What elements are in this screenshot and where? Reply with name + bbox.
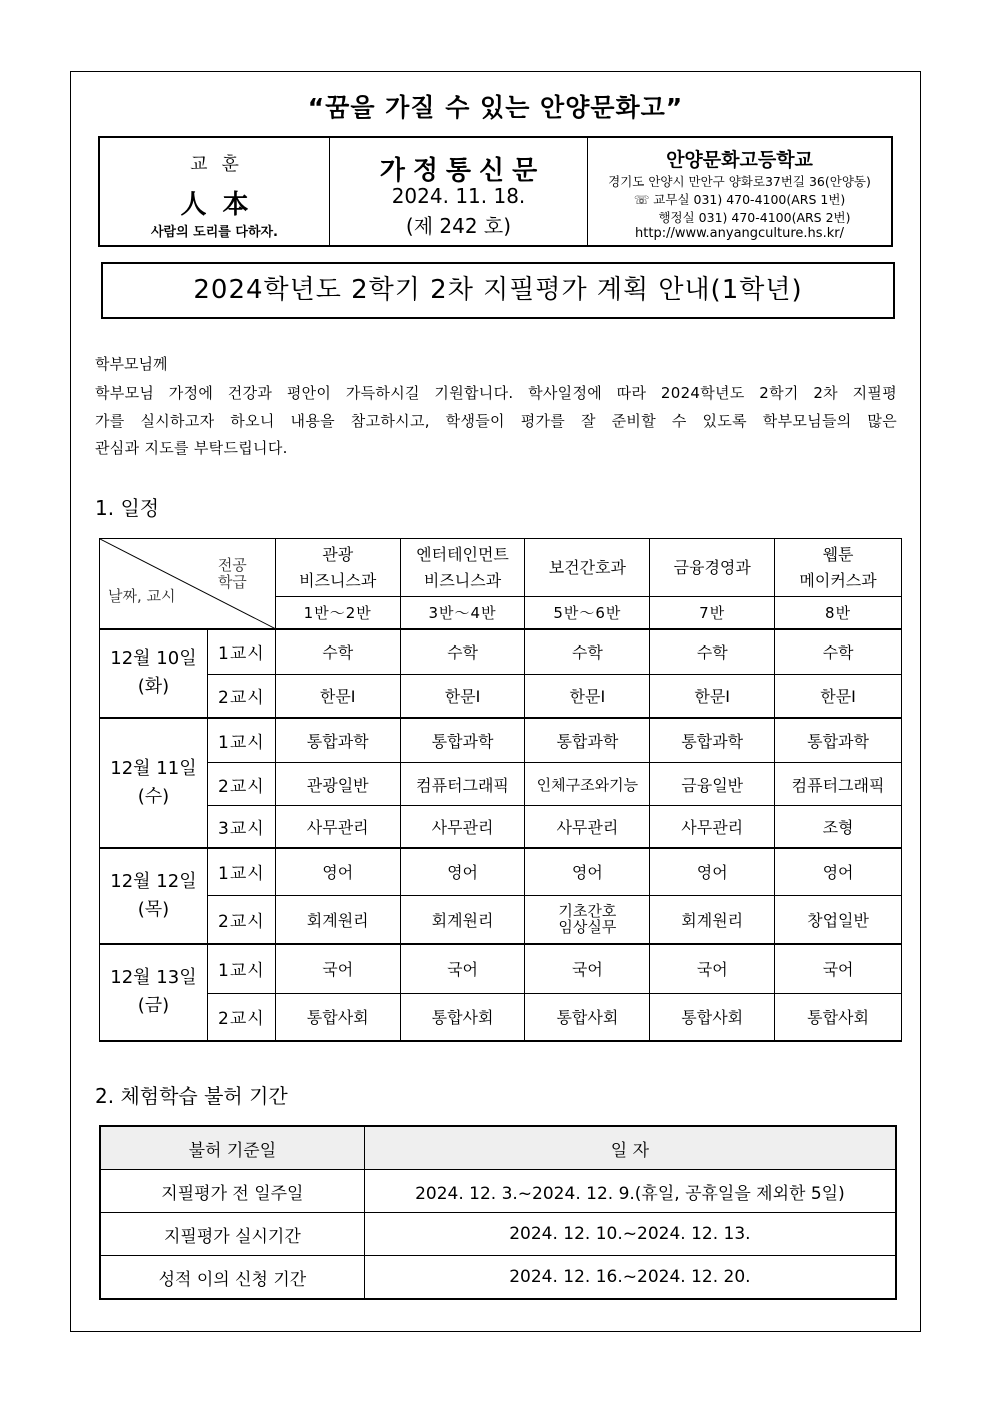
field-trip-ban-table bbox=[99, 1125, 897, 1300]
subject-cell: 영어 bbox=[275, 848, 400, 896]
period-label: 1교시 bbox=[207, 944, 275, 994]
subject-cell: 수학 bbox=[400, 629, 525, 675]
period-label: 2교시 bbox=[207, 994, 275, 1041]
subject-cell: 기초간호 임상실무 bbox=[525, 896, 650, 944]
ban-criteria: 지필평가 실시기간 bbox=[100, 1213, 364, 1256]
subject-cell: 관광일반 bbox=[275, 763, 400, 806]
subject-cell: 영어 bbox=[525, 848, 650, 896]
exam-date-cell: 12월 11일 (수) bbox=[100, 718, 208, 848]
ban-date: 2024. 12. 16.~2024. 12. 20. bbox=[364, 1256, 896, 1300]
subject-cell: 국어 bbox=[775, 944, 902, 994]
class-range: 5반～6반 bbox=[525, 597, 650, 629]
intro-paragraph bbox=[95, 380, 897, 463]
motto-cell bbox=[100, 138, 330, 245]
subject-cell: 컴퓨터그래픽 bbox=[775, 763, 902, 806]
ban-criteria: 지필평가 전 일주일 bbox=[100, 1170, 364, 1213]
period-label: 3교시 bbox=[207, 806, 275, 848]
subject-cell: 통합과학 bbox=[775, 718, 902, 763]
subject-cell: 한문I bbox=[400, 675, 525, 718]
exam-date-cell: 12월 12일 (목) bbox=[100, 848, 208, 944]
dept-header: 엔터테인먼트 비즈니스과 bbox=[400, 539, 525, 597]
school-info-cell bbox=[588, 138, 891, 245]
motto-main: 人本 bbox=[180, 190, 265, 220]
intro-line: 가를 실시하고자 하오니 내용을 참고하시고, 학생들이 평가를 잘 준비할 수 있도록 학부모님들의 많은 bbox=[95, 411, 897, 430]
dept-header: 웹툰 메이커스과 bbox=[775, 539, 902, 597]
subject-cell: 회계원리 bbox=[275, 896, 400, 944]
subject-cell: 회계원리 bbox=[400, 896, 525, 944]
subject-cell: 통합과학 bbox=[650, 718, 775, 763]
school-slogan: “꿈을 가질 수 있는 안양문화고” bbox=[307, 93, 684, 122]
subject-cell: 한문I bbox=[275, 675, 400, 718]
subject-cell: 조형 bbox=[775, 806, 902, 848]
class-range: 7반 bbox=[650, 597, 775, 629]
subject-cell: 통합과학 bbox=[275, 718, 400, 763]
subject-cell: 영어 bbox=[775, 848, 902, 896]
document-title: 2024학년도 2학기 2차 지필평가 계획 안내(1학년) bbox=[101, 262, 895, 319]
section-1-heading: 1. 일정 bbox=[95, 496, 160, 520]
newsletter-title: 가정통신문 bbox=[379, 156, 546, 186]
subject-cell: 통합사회 bbox=[525, 994, 650, 1041]
subject-cell: 통합과학 bbox=[525, 718, 650, 763]
ban-criteria: 성적 이의 신청 기간 bbox=[100, 1256, 364, 1300]
dept-header: 금융경영과 bbox=[650, 539, 775, 597]
subject-cell: 사무관리 bbox=[400, 806, 525, 848]
subject-cell: 통합사회 bbox=[275, 994, 400, 1041]
subject-cell: 국어 bbox=[525, 944, 650, 994]
subject-cell: 통합사회 bbox=[400, 994, 525, 1041]
subject-cell: 국어 bbox=[650, 944, 775, 994]
subject-cell: 국어 bbox=[275, 944, 400, 994]
class-range: 8반 bbox=[775, 597, 902, 629]
school-website-link[interactable]: http://www.anyangculture.hs.kr/ bbox=[635, 226, 844, 241]
subject-cell: 금융일반 bbox=[650, 763, 775, 806]
ban-header-criteria: 불허 기준일 bbox=[100, 1126, 364, 1170]
motto-sub: 사람의 도리를 다하자. bbox=[150, 225, 278, 240]
period-label: 2교시 bbox=[207, 675, 275, 718]
period-label: 1교시 bbox=[207, 848, 275, 896]
period-label: 2교시 bbox=[207, 763, 275, 806]
subject-cell: 사무관리 bbox=[525, 806, 650, 848]
section-2-heading: 2. 체험학습 불허 기간 bbox=[95, 1084, 288, 1108]
class-range: 3반～4반 bbox=[400, 597, 525, 629]
subject-cell: 수학 bbox=[775, 629, 902, 675]
class-range: 1반～2반 bbox=[275, 597, 400, 629]
school-phone-1: ☏ 교무실 031) 470-4100(ARS 1번) bbox=[633, 192, 846, 207]
subject-cell: 수학 bbox=[650, 629, 775, 675]
subject-cell: 통합사회 bbox=[775, 994, 902, 1041]
subject-cell: 영어 bbox=[400, 848, 525, 896]
subject-cell: 통합과학 bbox=[400, 718, 525, 763]
subject-cell: 수학 bbox=[525, 629, 650, 675]
school-phone-2: 행정실 031) 470-4100(ARS 2번) bbox=[658, 210, 851, 225]
subject-cell: 창업일반 bbox=[775, 896, 902, 944]
exam-schedule-table bbox=[99, 538, 902, 1042]
subject-cell: 영어 bbox=[650, 848, 775, 896]
ban-date: 2024. 12. 10.~2024. 12. 13. bbox=[364, 1213, 896, 1256]
exam-date-cell: 12월 10일 (화) bbox=[100, 629, 208, 718]
greeting: 학부모님께 bbox=[95, 355, 168, 373]
dept-header: 관광 비즈니스과 bbox=[275, 539, 400, 597]
subject-cell: 통합사회 bbox=[650, 994, 775, 1041]
motto-label: 교훈 bbox=[190, 154, 253, 175]
newsletter-date: 2024. 11. 18. bbox=[391, 184, 526, 208]
dept-header: 보건간호과 bbox=[525, 539, 650, 597]
intro-line: 학부모님 가정에 건강과 평안이 가득하시길 기원합니다. 학사일정에 따라 2024학년도 2학기 2차 지필평 bbox=[95, 384, 897, 402]
subject-cell: 한문I bbox=[775, 675, 902, 718]
subject-cell: 국어 bbox=[400, 944, 525, 994]
subject-cell: 한문I bbox=[650, 675, 775, 718]
ban-header-date: 일 자 bbox=[364, 1126, 896, 1170]
school-address: 경기도 안양시 만안구 양화로37번길 36(안양동) bbox=[608, 174, 871, 189]
subject-cell: 한문I bbox=[525, 675, 650, 718]
subject-cell: 회계원리 bbox=[650, 896, 775, 944]
period-label: 1교시 bbox=[207, 718, 275, 763]
intro-line: 관심과 지도를 부탁드립니다. bbox=[95, 439, 288, 457]
exam-date-cell: 12월 13일 (금) bbox=[100, 944, 208, 1041]
newsletter-header bbox=[98, 136, 893, 247]
corner-bottom-label: 날짜, 교시 bbox=[108, 586, 176, 605]
corner-header-cell bbox=[100, 539, 276, 629]
ban-date: 2024. 12. 3.~2024. 12. 9.(휴일, 공휴일을 제외한 5일) bbox=[364, 1170, 896, 1213]
subject-cell: 사무관리 bbox=[650, 806, 775, 848]
subject-cell: 수학 bbox=[275, 629, 400, 675]
school-name: 안양문화고등학교 bbox=[666, 149, 813, 171]
corner-top-label: 전공 학급 bbox=[217, 556, 247, 591]
newsletter-issue: (제 242 호) bbox=[405, 214, 512, 238]
period-label: 1교시 bbox=[207, 629, 275, 675]
newsletter-title-cell bbox=[330, 138, 588, 245]
subject-cell: 인체구조와기능 bbox=[525, 763, 650, 806]
subject-cell: 컴퓨터그래픽 bbox=[400, 763, 525, 806]
period-label: 2교시 bbox=[207, 896, 275, 944]
subject-cell: 사무관리 bbox=[275, 806, 400, 848]
